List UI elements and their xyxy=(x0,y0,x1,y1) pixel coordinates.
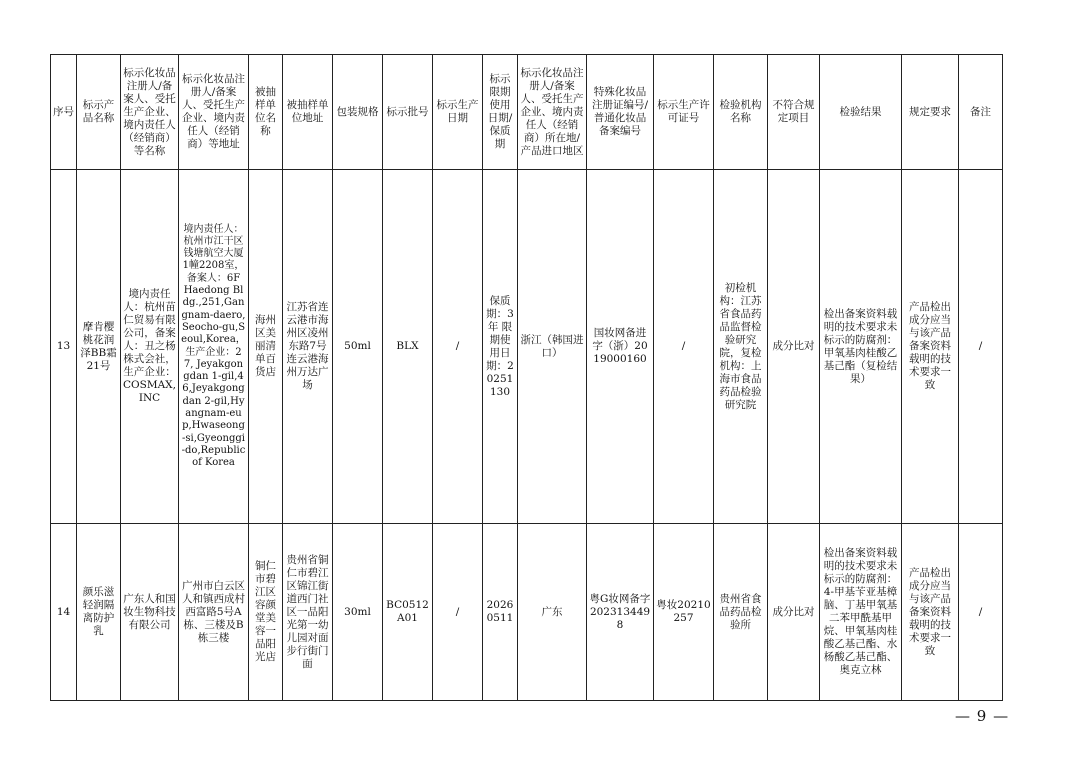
cell-note: / xyxy=(959,170,1003,524)
header-cell: 标示批号 xyxy=(383,55,433,170)
cell-batch: BC0512A01 xyxy=(383,524,433,701)
header-row xyxy=(51,55,1003,170)
header-cell: 特殊化妆品注册证编号/普通化妆品备案编号 xyxy=(587,55,654,170)
header-cell: 不符合规定项目 xyxy=(768,55,820,170)
header-cell: 备注 xyxy=(959,55,1003,170)
cell-license: 粤妆20210257 xyxy=(654,524,714,701)
header-cell: 序号 xyxy=(51,55,77,170)
cell-product: 摩肯樱桃花润泽BB霜21号 xyxy=(77,170,121,524)
cell-requirement: 产品检出成分应当与该产品备案资料载明的技术要求一致 xyxy=(902,524,959,701)
header-cell: 检验结果 xyxy=(820,55,902,170)
header-cell: 标示限期使用日期/保质期 xyxy=(483,55,518,170)
cell-production-date: / xyxy=(433,524,483,701)
cell-sampled-address: 贵州省铜仁市碧江区锦江街道西门社区一品阳光第一幼儿园对面步行街门面 xyxy=(283,524,333,701)
cell-lab: 贵州省食品药品检验所 xyxy=(714,524,768,701)
cell-product: 颜乐滋轻润隔离防护乳 xyxy=(77,524,121,701)
cell-fail-item: 成分比对 xyxy=(768,170,820,524)
cell-expiry: 保质期：3年 限期使用日期：20251130 xyxy=(483,170,518,524)
cell-registration-no: 国妆网备进字（浙）2019000160 xyxy=(587,170,654,524)
cell-spec: 30ml xyxy=(333,524,383,701)
table-row xyxy=(51,524,1003,701)
header-cell: 标示产品名称 xyxy=(77,55,121,170)
inspection-table xyxy=(50,54,1003,701)
cell-no: 13 xyxy=(51,170,77,524)
header-cell: 规定要求 xyxy=(902,55,959,170)
cell-sampled-address: 江苏省连云港市海州区凌州东路7号连云港海州万达广场 xyxy=(283,170,333,524)
cell-company: 广东人和国妆生物科技有限公司 xyxy=(121,524,179,701)
table-row xyxy=(51,170,1003,524)
header-cell: 标示生产日期 xyxy=(433,55,483,170)
cell-spec: 50ml xyxy=(333,170,383,524)
header-cell: 标示化妆品注册人/备案人、受托生产企业、境内责任人（经销商）所在地/产品进口地区 xyxy=(518,55,587,170)
cell-result: 检出备案资料载明的技术要求未标示的防腐剂：甲氧基肉桂酸乙基己酯（复检结果） xyxy=(820,170,902,524)
cell-company: 境内责任人：杭州苗仁贸易有限公司，备案人：丑之杨株式会社，生产企业：COSMAX, INC xyxy=(121,170,179,524)
cell-batch: BLX xyxy=(383,170,433,524)
cell-requirement: 产品检出成分应当与该产品备案资料载明的技术要求一致 xyxy=(902,170,959,524)
cell-address: 广州市白云区人和镇西成村西富路5号A栋、三楼及B栋三楼 xyxy=(179,524,249,701)
cell-origin: 广东 xyxy=(518,524,587,701)
cell-note: / xyxy=(959,524,1003,701)
header-cell: 被抽样单位名称 xyxy=(249,55,283,170)
header-cell: 标示化妆品注册人/备案人、受托生产企业、境内责任人（经销商）等名称 xyxy=(121,55,179,170)
cell-production-date: / xyxy=(433,170,483,524)
header-cell: 标示生产许可证号 xyxy=(654,55,714,170)
cell-sampled-unit: 海州区美丽清单百货店 xyxy=(249,170,283,524)
cell-license: / xyxy=(654,170,714,524)
cell-registration-no: 粤G妆网备字2023134498 xyxy=(587,524,654,701)
cell-expiry: 20260511 xyxy=(483,524,518,701)
header-cell: 标示化妆品注册人/备案人、受托生产企业、境内责任人（经销商）等地址 xyxy=(179,55,249,170)
page-number: — 9 — xyxy=(955,707,1010,725)
cell-fail-item: 成分比对 xyxy=(768,524,820,701)
header-cell: 检验机构名称 xyxy=(714,55,768,170)
cell-sampled-unit: 铜仁市碧江区容颜堂美容一品阳光店 xyxy=(249,524,283,701)
cell-lab: 初检机构：江苏省食品药品监督检验研究院，复检机构：上海市食品药品检验研究院 xyxy=(714,170,768,524)
cell-no: 14 xyxy=(51,524,77,701)
cell-address: 境内责任人：杭州市江干区钱塘航空大厦1幢2208室，备案人：6F Haedong Bldg.,251,Gangnam-daero,Seocho-gu,Seoul,Korea，生产企业：27, Jeyakgongdan 1-gil,46,Jeyakgongdan 2-gil,Hyangnam-eup,Hwaseong-si,Gyeonggi-do,Republic of Korea xyxy=(179,170,249,524)
cell-result: 检出备案资料载明的技术要求未标示的防腐剂：4-甲基苄亚基樟脑、丁基甲氧基二苯甲酰基甲烷、甲氧基肉桂酸乙基己酯、水杨酸乙基己酯、奥克立林 xyxy=(820,524,902,701)
cell-origin: 浙江（韩国进口） xyxy=(518,170,587,524)
header-cell: 包装规格 xyxy=(333,55,383,170)
header-cell: 被抽样单位地址 xyxy=(283,55,333,170)
